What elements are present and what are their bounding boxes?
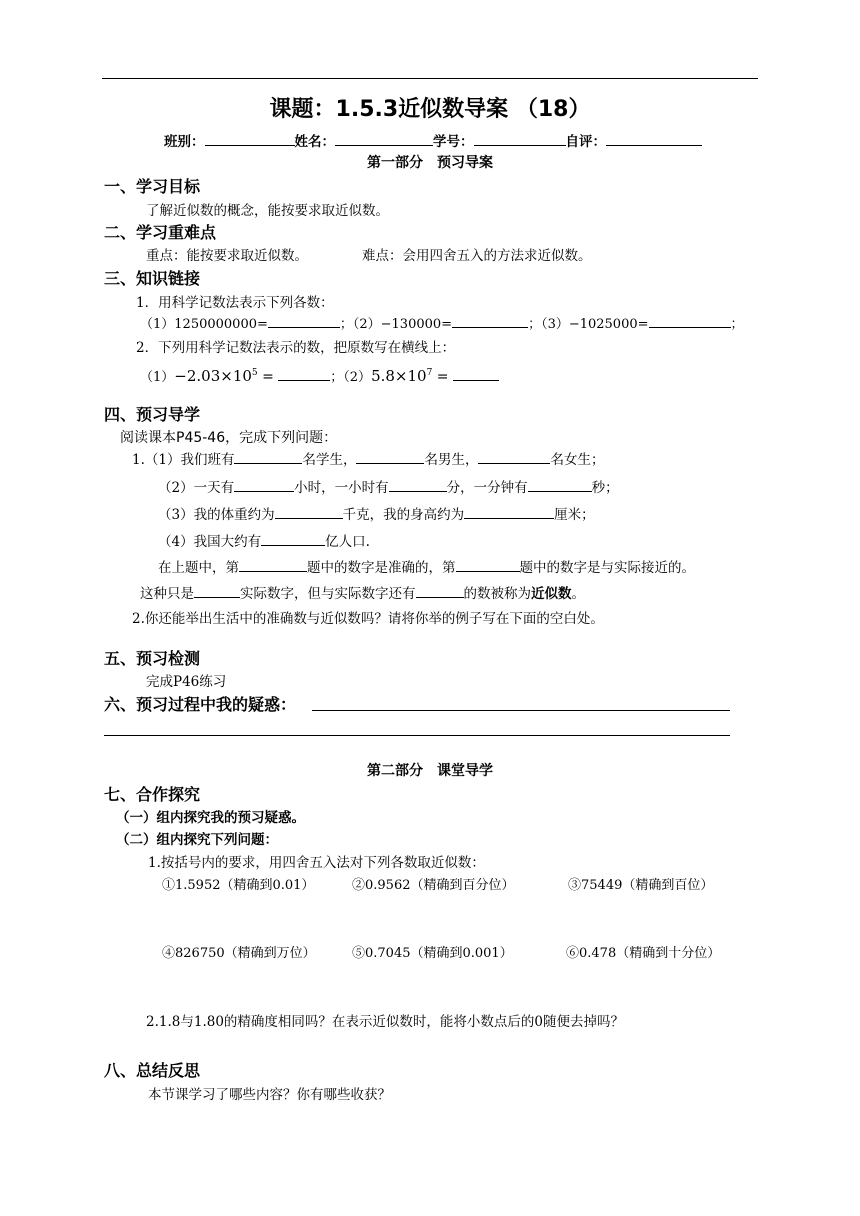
section8-text: 本节课学习了哪些内容？你有哪些收获？: [148, 1087, 391, 1103]
q2-a-prefix: （1）: [140, 370, 175, 385]
l1-text-4: 名女生；: [550, 452, 605, 468]
l2-text-4: 秒；: [591, 480, 619, 496]
l6-text-3: 的数被称为: [463, 586, 531, 602]
l6-text-end: 。: [571, 586, 585, 602]
q1-item-end: ；: [730, 317, 744, 332]
part1-heading: 第一部分 预习导案: [367, 155, 493, 171]
page-title: 课题：1.5.3近似数导案 （18）: [269, 97, 591, 122]
q1-blank-3[interactable]: [649, 313, 731, 328]
section4-line2: [158, 476, 619, 496]
l1-text-1: 1.（1）我们班有: [132, 452, 235, 468]
q2-b-equals: =: [436, 369, 449, 385]
section3-q2: 2．下列用科学记数法表示的数，把原数写在横线上：: [136, 340, 456, 356]
section4-line1: [132, 448, 604, 468]
doubts-line-2[interactable]: [104, 735, 730, 736]
q1-blank-1[interactable]: [268, 313, 340, 328]
class-blank[interactable]: [205, 131, 295, 146]
class-label: 班别：: [164, 134, 205, 150]
id-label: 学号：: [433, 134, 474, 150]
q2-b-exponent: 7: [426, 368, 433, 378]
q1-item-2: ；（2）−130000=: [339, 317, 453, 332]
l5-blank-1[interactable]: [239, 557, 307, 572]
self-eval-blank[interactable]: [606, 131, 702, 146]
name-label: 姓名：: [294, 134, 335, 150]
l5-text-1: 在上题中，第: [158, 560, 239, 576]
section6-heading: 六、预习过程中我的疑惑：: [104, 695, 297, 714]
section2-heading: 二、学习重难点: [104, 223, 217, 242]
rounding-item-3: ③75449（精确到百位）: [568, 878, 714, 893]
section7-q2: 2.1.8与1.80的精确度相同吗？在表示近似数时，能将小数点后的0随便去掉吗？: [146, 1014, 624, 1030]
section7-sub2: （二）组内探究下列问题：: [116, 832, 278, 848]
l2-blank-2[interactable]: [389, 477, 447, 492]
section4-line5: [158, 556, 695, 576]
l5-text-2: 题中的数字是准确的，第: [307, 560, 456, 576]
l3-text-3: 厘米；: [554, 507, 595, 523]
doubts-line-1[interactable]: [312, 710, 730, 711]
l3-blank-1[interactable]: [275, 504, 343, 519]
rounding-item-5: ⑤0.7045（精确到0.001）: [352, 946, 513, 961]
section8-heading: 八、总结反思: [104, 1061, 201, 1080]
l2-text-1: （2）一天有: [158, 480, 235, 496]
q1-blank-2[interactable]: [452, 313, 528, 328]
l3-text-1: （3）我的体重约为: [158, 507, 275, 523]
l5-text-3: 题中的数字是与实际接近的。: [519, 560, 695, 576]
q2-a-expr: −2.03×10: [174, 367, 252, 385]
l1-blank-1[interactable]: [234, 449, 302, 464]
rounding-item-4: ④826750（精确到万位）: [162, 946, 316, 961]
rounding-item-1: ①1.5952（精确到0.01）: [162, 878, 315, 893]
l2-text-2: 小时，一小时有: [294, 480, 389, 496]
section5-text: 完成P46练习: [146, 674, 227, 690]
q2-a-equals: =: [262, 369, 274, 385]
student-info-row: [164, 130, 702, 150]
l6-text-1: 这种只是: [140, 586, 194, 602]
section4-intro: 阅读课本P45-46，完成下列问题：: [120, 430, 338, 446]
l2-blank-3[interactable]: [528, 477, 592, 492]
rounding-item-2: ②0.9562（精确到百分位）: [352, 878, 515, 893]
l6-blank-2[interactable]: [416, 583, 464, 598]
section3-heading: 三、知识链接: [104, 269, 201, 288]
q2-blank-b[interactable]: [453, 366, 499, 381]
section3-q2-items: [140, 366, 499, 385]
l1-text-3: 名男生，: [424, 452, 479, 468]
l2-text-3: 分，一分钟有: [446, 480, 528, 496]
q1-item-3: ；（3）−1025000=: [528, 317, 649, 332]
name-blank[interactable]: [335, 131, 433, 146]
q2-separator: ；（2）: [330, 370, 372, 385]
l6-text-2: 实际数字，但与实际数字还有: [240, 586, 416, 602]
l1-text-2: 名学生，: [302, 452, 357, 468]
id-blank[interactable]: [474, 131, 566, 146]
section1-text: 了解近似数的概念，能按要求取近似数。: [146, 203, 389, 219]
part2-heading: 第二部分 课堂导学: [367, 763, 493, 779]
l2-blank-1[interactable]: [234, 477, 294, 492]
l4-text-1: （4）我国大约有: [158, 534, 262, 550]
l3-text-2: 千克，我的身高约为: [342, 507, 465, 523]
q2-a-exponent: 5: [251, 368, 258, 378]
section4-heading: 四、预习导学: [104, 405, 201, 424]
section4-line7: 2.你还能举出生活中的准确数与近似数吗？请将你举的例子写在下面的空白处。: [132, 611, 604, 627]
section3-q1-items: [140, 313, 744, 332]
section1-heading: 一、学习目标: [104, 177, 201, 196]
section4-line3: [158, 503, 595, 523]
section2-key: 重点：能按要求取近似数。: [146, 248, 308, 264]
section4-line6: [140, 582, 585, 602]
section2-difficult: 难点：会用四舍五入的方法求近似数。: [362, 248, 592, 264]
self-eval-label: 自评：: [565, 134, 606, 150]
l1-blank-3[interactable]: [478, 449, 550, 464]
keyword-approx-number: 近似数: [531, 586, 572, 602]
q2-blank-a[interactable]: [278, 366, 330, 381]
section7-sub1: （一）组内探究我的预习疑惑。: [116, 810, 305, 826]
l3-blank-2[interactable]: [464, 504, 554, 519]
section5-heading: 五、预习检测: [104, 649, 201, 668]
section7-q1: 1.按括号内的要求，用四舍五入法对下列各数取近似数：: [148, 855, 485, 871]
l1-blank-2[interactable]: [356, 449, 424, 464]
section7-heading: 七、合作探究: [104, 785, 201, 804]
q1-item-1: （1）1250000000=: [140, 317, 268, 332]
q2-b-expr: 5.8×10: [371, 367, 427, 385]
rounding-item-6: ⑥0.478（精确到十分位）: [566, 946, 721, 961]
section3-q1: 1．用科学记数法表示下列各数：: [136, 295, 334, 311]
l5-blank-2[interactable]: [456, 557, 520, 572]
l4-text-2: 亿人口.: [325, 534, 370, 550]
section4-line4: [158, 530, 370, 550]
top-rule: [102, 78, 758, 79]
l6-blank-1[interactable]: [194, 583, 240, 598]
l4-blank-1[interactable]: [261, 531, 325, 546]
